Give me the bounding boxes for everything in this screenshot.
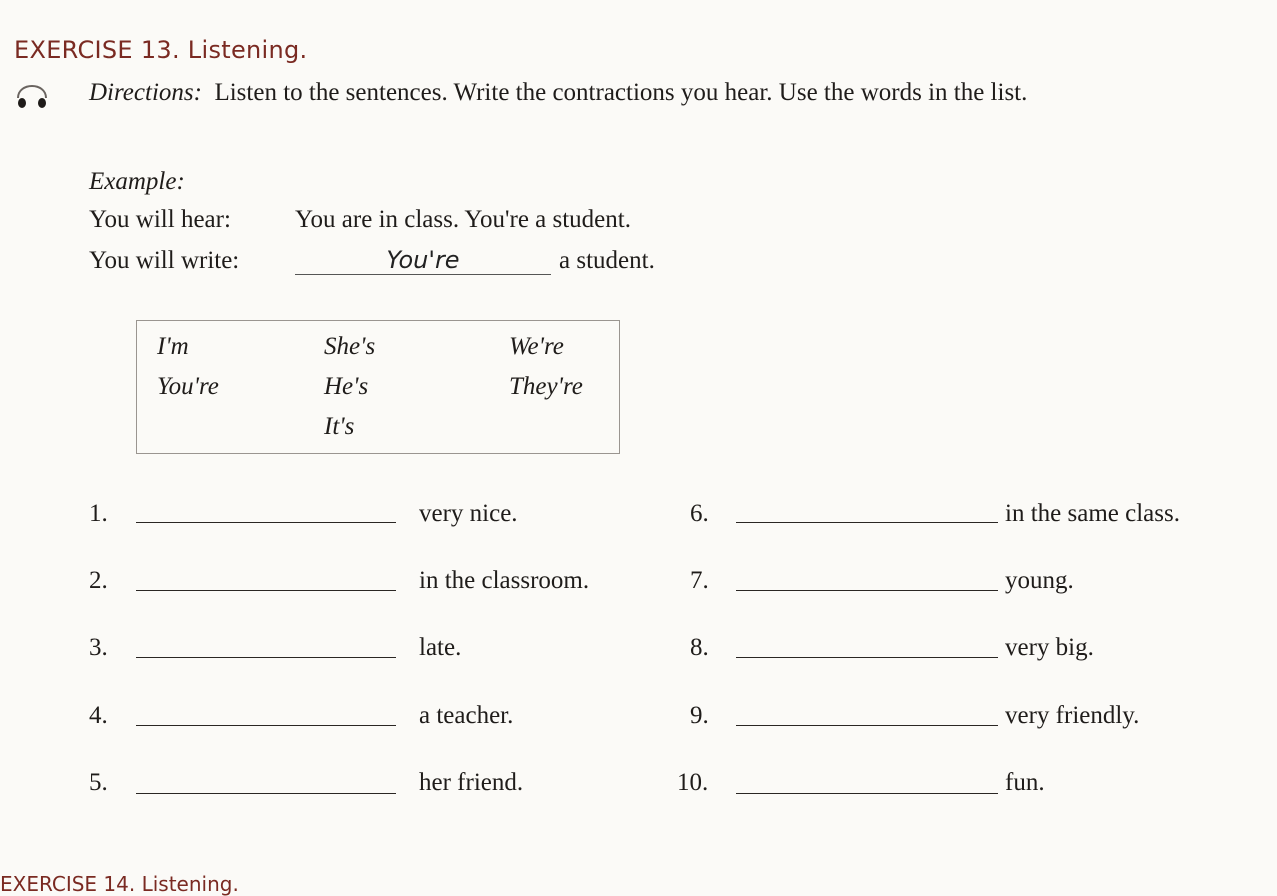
item-number: 3.: [89, 634, 108, 661]
item-text: her friend.: [419, 769, 524, 796]
answer-blank[interactable]: [736, 522, 998, 523]
item-text: very friendly.: [1005, 702, 1140, 729]
item-text: in the classroom.: [419, 567, 590, 594]
item-number: 10.: [677, 769, 709, 796]
answer-blank[interactable]: [136, 522, 396, 523]
answer-blank[interactable]: [136, 657, 396, 658]
example-write-label: You will write:: [89, 247, 240, 274]
item-text: fun.: [1005, 769, 1045, 796]
example-hear-line: [89, 206, 631, 234]
example-answer: You're: [295, 246, 551, 275]
exercise-title: EXERCISE 13. Listening.: [14, 36, 308, 64]
item-text: young.: [1005, 567, 1074, 594]
answer-blank[interactable]: [136, 725, 396, 726]
directions-text: Listen to the sentences. Write the contractions you hear. Use the words in the list.: [214, 79, 1028, 106]
word-list-item: It's: [324, 413, 355, 440]
item-text: late.: [419, 634, 462, 661]
item-text: very big.: [1005, 634, 1094, 661]
item-text: in the same class.: [1005, 500, 1180, 527]
example-hear-label: You will hear:: [89, 206, 231, 233]
item-text: very nice.: [419, 500, 518, 527]
headphones-icon: [14, 76, 50, 116]
example-write-tail: a student.: [559, 247, 655, 274]
directions: [89, 74, 1209, 112]
next-exercise-title: [0, 872, 300, 896]
item-number: 9.: [690, 702, 709, 729]
answer-blank[interactable]: [736, 725, 998, 726]
word-list-item: They're: [509, 373, 583, 400]
word-list-item: She's: [324, 333, 376, 360]
word-list-item: You're: [157, 373, 219, 400]
word-list-box: [136, 320, 620, 454]
item-number: 2.: [89, 567, 108, 594]
answer-blank[interactable]: [736, 657, 998, 658]
item-number: 6.: [690, 500, 709, 527]
item-number: 7.: [690, 567, 709, 594]
example-write-line: [89, 246, 655, 275]
example-label: Example:: [89, 168, 185, 195]
item-number: 4.: [89, 702, 108, 729]
answer-blank[interactable]: [136, 793, 396, 794]
answer-blank[interactable]: [736, 793, 998, 794]
answer-blank[interactable]: [136, 590, 396, 591]
directions-label: Directions:: [89, 79, 202, 106]
item-number: 1.: [89, 500, 108, 527]
example-hear-text: You are in class. You're a student.: [295, 206, 631, 233]
item-number: 5.: [89, 769, 108, 796]
item-number: 8.: [690, 634, 709, 661]
word-list-item: We're: [509, 333, 564, 360]
answer-blank[interactable]: [736, 590, 998, 591]
item-text: a teacher.: [419, 702, 514, 729]
word-list-item: I'm: [157, 333, 189, 360]
word-list-item: He's: [324, 373, 369, 400]
next-exercise-title-text: EXERCISE 14. Listening.: [0, 872, 239, 896]
